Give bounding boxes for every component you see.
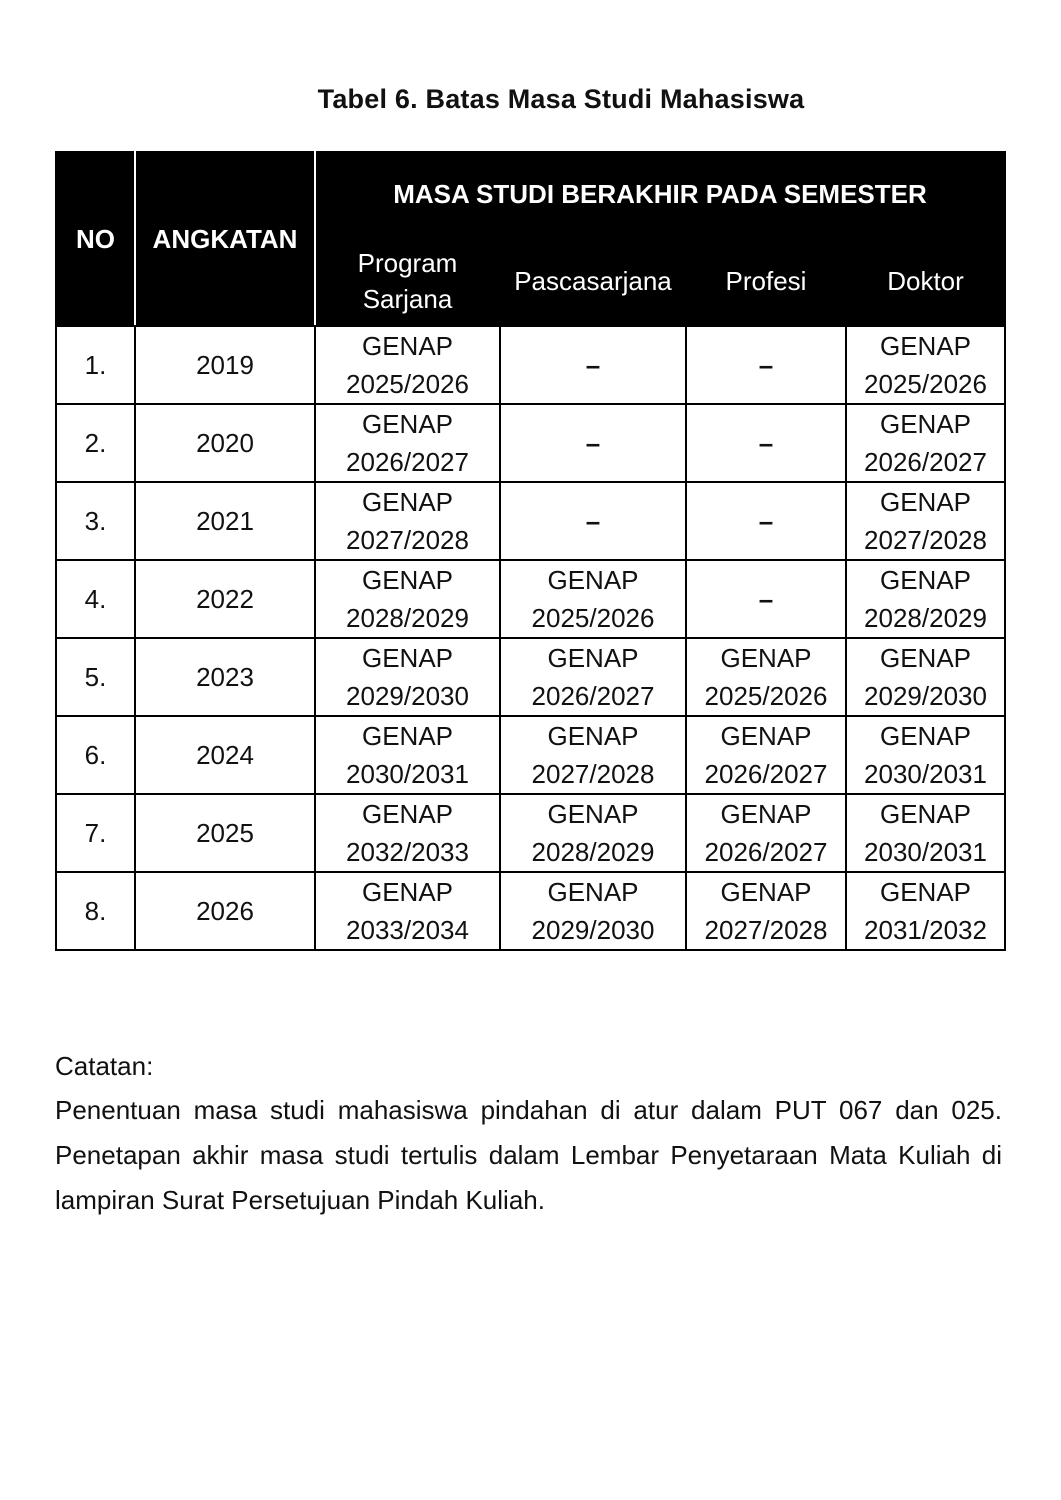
- cell-no: 8.: [56, 872, 135, 950]
- cell-profesi-semester: GENAP: [720, 643, 812, 673]
- cell-profesi: [686, 638, 846, 716]
- cell-sarjana-year: 2026/2027: [346, 447, 469, 477]
- cell-doktor-year: 2029/2030: [864, 681, 987, 711]
- cell-profesi-year: 2027/2028: [704, 915, 828, 945]
- cell-profesi: [686, 794, 846, 872]
- cell-profesi-dash: –: [758, 584, 774, 614]
- cell-pasca-semester: GENAP: [547, 721, 639, 751]
- cell-angkatan: 2024: [135, 716, 315, 794]
- page-title: Tabel 6. Batas Masa Studi Mahasiswa: [317, 84, 805, 114]
- table-row: [56, 482, 1005, 560]
- cell-pasca: [500, 560, 686, 638]
- table-row: [56, 560, 1005, 638]
- cell-doktor: [846, 560, 1005, 638]
- cell-pasca: [500, 638, 686, 716]
- cell-sarjana: [315, 872, 500, 950]
- cell-doktor-year: 2031/2032: [864, 915, 987, 945]
- cell-profesi: [686, 872, 846, 950]
- cell-angkatan: 2021: [135, 482, 315, 560]
- cell-pasca: [500, 794, 686, 872]
- header-program-sarjana-line1: Program: [357, 248, 458, 278]
- cell-sarjana: [315, 794, 500, 872]
- cell-pasca-dash: –: [585, 506, 601, 536]
- cell-doktor: [846, 794, 1005, 872]
- cell-pasca: [500, 872, 686, 950]
- cell-profesi: [686, 404, 846, 482]
- header-pascasarjana: Pascasarjana: [500, 236, 686, 326]
- cell-sarjana: [315, 326, 500, 404]
- cell-sarjana-semester: GENAP: [361, 877, 454, 907]
- cell-doktor-year: 2026/2027: [864, 447, 987, 477]
- cell-doktor-semester: GENAP: [879, 799, 972, 829]
- cell-sarjana-year: 2025/2026: [346, 369, 469, 399]
- cell-doktor: [846, 638, 1005, 716]
- cell-no: 6.: [56, 716, 135, 794]
- cell-sarjana-year: 2028/2029: [346, 603, 469, 633]
- header-no: NO: [56, 152, 135, 326]
- header-profesi: Profesi: [686, 236, 846, 326]
- cell-angkatan: 2019: [135, 326, 315, 404]
- notes-label: Catatan:: [55, 1051, 154, 1081]
- cell-pasca: [500, 482, 686, 560]
- cell-pasca-year: 2025/2026: [531, 603, 655, 633]
- cell-pasca: [500, 326, 686, 404]
- table-row: [56, 872, 1005, 950]
- cell-pasca-semester: GENAP: [547, 643, 639, 673]
- header-masa-studi-group: MASA STUDI BERAKHIR PADA SEMESTER: [315, 152, 1005, 236]
- header-program-sarjana: [315, 236, 500, 326]
- cell-sarjana-semester: GENAP: [361, 409, 454, 439]
- cell-no: 7.: [56, 794, 135, 872]
- cell-profesi: [686, 482, 846, 560]
- cell-sarjana-year: 2033/2034: [346, 915, 469, 945]
- table-header: [56, 152, 1005, 326]
- cell-profesi-semester: GENAP: [720, 799, 812, 829]
- table-row: [56, 404, 1005, 482]
- cell-sarjana-semester: GENAP: [361, 799, 454, 829]
- cell-pasca-year: 2029/2030: [531, 915, 655, 945]
- cell-pasca: [500, 716, 686, 794]
- cell-pasca-year: 2026/2027: [531, 681, 655, 711]
- cell-doktor-year: 2025/2026: [864, 369, 987, 399]
- table-body: [56, 326, 1005, 950]
- cell-sarjana-semester: GENAP: [361, 487, 454, 517]
- cell-profesi: [686, 716, 846, 794]
- cell-profesi-dash: –: [758, 428, 774, 458]
- cell-doktor: [846, 872, 1005, 950]
- header-row-group: [56, 152, 1005, 236]
- cell-doktor-semester: GENAP: [879, 877, 972, 907]
- study-period-table: [55, 151, 1006, 951]
- cell-pasca-year: 2027/2028: [531, 759, 655, 789]
- cell-pasca-dash: –: [585, 428, 601, 458]
- cell-no: 1.: [56, 326, 135, 404]
- cell-sarjana: [315, 404, 500, 482]
- cell-profesi-year: 2026/2027: [704, 759, 828, 789]
- cell-angkatan: 2020: [135, 404, 315, 482]
- cell-sarjana-semester: GENAP: [361, 721, 454, 751]
- header-angkatan: ANGKATAN: [135, 152, 315, 326]
- cell-doktor-year: 2030/2031: [864, 837, 987, 867]
- cell-sarjana-semester: GENAP: [361, 643, 454, 673]
- cell-doktor-year: 2027/2028: [864, 525, 987, 555]
- cell-profesi-semester: GENAP: [720, 721, 812, 751]
- cell-doktor-year: 2030/2031: [864, 759, 987, 789]
- cell-profesi-year: 2026/2027: [704, 837, 828, 867]
- cell-angkatan: 2025: [135, 794, 315, 872]
- header-doktor: Doktor: [846, 236, 1005, 326]
- cell-doktor: [846, 326, 1005, 404]
- cell-profesi-year: 2025/2026: [704, 681, 828, 711]
- header-program-sarjana-line2: Sarjana: [362, 284, 453, 314]
- cell-sarjana-year: 2029/2030: [346, 681, 469, 711]
- cell-no: 2.: [56, 404, 135, 482]
- cell-doktor: [846, 716, 1005, 794]
- cell-pasca-semester: GENAP: [547, 565, 639, 595]
- cell-sarjana-semester: GENAP: [361, 565, 454, 595]
- table-row: [56, 638, 1005, 716]
- cell-sarjana-year: 2027/2028: [346, 525, 469, 555]
- cell-doktor-semester: GENAP: [879, 487, 972, 517]
- cell-doktor-semester: GENAP: [879, 721, 972, 751]
- cell-profesi-dash: –: [758, 506, 774, 536]
- cell-pasca-semester: GENAP: [547, 799, 639, 829]
- cell-doktor-semester: GENAP: [879, 643, 972, 673]
- cell-sarjana-year: 2030/2031: [346, 759, 469, 789]
- cell-sarjana: [315, 716, 500, 794]
- cell-profesi-semester: GENAP: [720, 877, 812, 907]
- notes-text: Penentuan masa studi mahasiswa pindahan di atur dalam PUT 067 dan 025. Penetapan akhir masa studi tertulis dalam Lembar Penyetaraan Mata Kuliah di lampiran Surat Persetujuan Pindah Kuliah.: [55, 1095, 1002, 1215]
- cell-doktor-semester: GENAP: [879, 409, 972, 439]
- cell-pasca-year: 2028/2029: [531, 837, 655, 867]
- cell-sarjana: [315, 560, 500, 638]
- cell-sarjana-semester: GENAP: [361, 331, 454, 361]
- cell-profesi: [686, 560, 846, 638]
- cell-pasca-dash: –: [585, 350, 601, 380]
- cell-sarjana: [315, 482, 500, 560]
- cell-profesi-dash: –: [758, 350, 774, 380]
- cell-no: 5.: [56, 638, 135, 716]
- cell-no: 4.: [56, 560, 135, 638]
- cell-doktor-semester: GENAP: [879, 331, 972, 361]
- cell-doktor: [846, 404, 1005, 482]
- cell-doktor-semester: GENAP: [879, 565, 972, 595]
- cell-angkatan: 2023: [135, 638, 315, 716]
- table-row: [56, 716, 1005, 794]
- cell-pasca: [500, 404, 686, 482]
- table-row: [56, 794, 1005, 872]
- cell-doktor: [846, 482, 1005, 560]
- cell-profesi: [686, 326, 846, 404]
- cell-sarjana-year: 2032/2033: [346, 837, 469, 867]
- table-row: [56, 326, 1005, 404]
- cell-pasca-semester: GENAP: [547, 877, 639, 907]
- cell-sarjana: [315, 638, 500, 716]
- cell-doktor-year: 2028/2029: [864, 603, 987, 633]
- cell-no: 3.: [56, 482, 135, 560]
- cell-angkatan: 2022: [135, 560, 315, 638]
- cell-angkatan: 2026: [135, 872, 315, 950]
